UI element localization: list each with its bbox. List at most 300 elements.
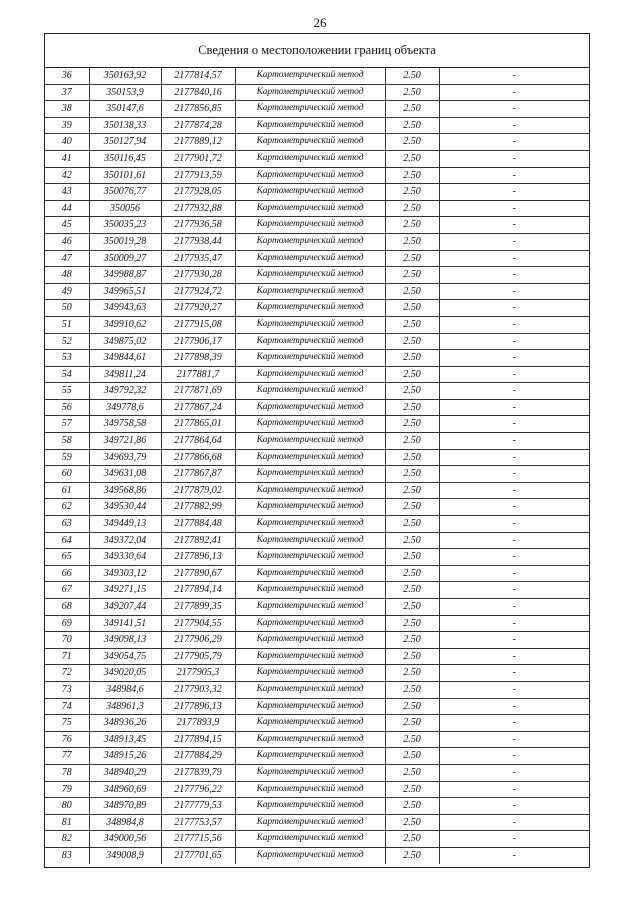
- point-number-cell: 66: [45, 565, 89, 582]
- point-number-cell: 55: [45, 383, 89, 400]
- description-cell: -: [439, 333, 589, 350]
- table-row: [45, 283, 589, 300]
- method-cell: Картометрический метод: [235, 134, 385, 151]
- table-row: [45, 831, 589, 848]
- y-coordinate-cell: 2177839,79: [161, 764, 235, 781]
- point-number-cell: 81: [45, 814, 89, 831]
- accuracy-cell: 2.50: [385, 167, 439, 184]
- method-cell: Картометрический метод: [235, 499, 385, 516]
- y-coordinate-cell: 2177893,9: [161, 715, 235, 732]
- method-cell: Картометрический метод: [235, 715, 385, 732]
- y-coordinate-cell: 2177903,32: [161, 681, 235, 698]
- table-row: [45, 134, 589, 151]
- accuracy-cell: 2.50: [385, 350, 439, 367]
- x-coordinate-cell: 348970,89: [89, 798, 161, 815]
- table-row: [45, 516, 589, 533]
- x-coordinate-cell: 348915,26: [89, 748, 161, 765]
- description-cell: -: [439, 233, 589, 250]
- method-cell: Картометрический метод: [235, 731, 385, 748]
- point-number-cell: 44: [45, 200, 89, 217]
- description-cell: -: [439, 632, 589, 649]
- y-coordinate-cell: 2177938,44: [161, 233, 235, 250]
- x-coordinate-cell: 350101,61: [89, 167, 161, 184]
- method-cell: Картометрический метод: [235, 150, 385, 167]
- description-cell: -: [439, 433, 589, 450]
- table-row: [45, 532, 589, 549]
- accuracy-cell: 2.50: [385, 300, 439, 317]
- y-coordinate-cell: 2177881,7: [161, 366, 235, 383]
- y-coordinate-cell: 2177915,08: [161, 316, 235, 333]
- table-row: [45, 167, 589, 184]
- y-coordinate-cell: 2177905,79: [161, 648, 235, 665]
- table-row: [45, 267, 589, 284]
- accuracy-cell: 2.50: [385, 383, 439, 400]
- description-cell: -: [439, 665, 589, 682]
- point-number-cell: 68: [45, 599, 89, 616]
- y-coordinate-cell: 2177928,05: [161, 184, 235, 201]
- y-coordinate-cell: 2177920,27: [161, 300, 235, 317]
- table-row: [45, 499, 589, 516]
- table-row: [45, 665, 589, 682]
- y-coordinate-cell: 2177701,65: [161, 847, 235, 863]
- point-number-cell: 38: [45, 101, 89, 118]
- method-cell: Картометрический метод: [235, 300, 385, 317]
- y-coordinate-cell: 2177924,72: [161, 283, 235, 300]
- y-coordinate-cell: 2177901,72: [161, 150, 235, 167]
- accuracy-cell: 2.50: [385, 316, 439, 333]
- description-cell: -: [439, 350, 589, 367]
- method-cell: Картометрический метод: [235, 84, 385, 101]
- point-number-cell: 80: [45, 798, 89, 815]
- y-coordinate-cell: 2177913,59: [161, 167, 235, 184]
- description-cell: -: [439, 250, 589, 267]
- y-coordinate-cell: 2177879,02: [161, 482, 235, 499]
- method-cell: Картометрический метод: [235, 184, 385, 201]
- description-cell: -: [439, 217, 589, 234]
- method-cell: Картометрический метод: [235, 117, 385, 134]
- description-cell: -: [439, 200, 589, 217]
- x-coordinate-cell: 348960,69: [89, 781, 161, 798]
- accuracy-cell: 2.50: [385, 200, 439, 217]
- table-row: [45, 184, 589, 201]
- table-row: [45, 233, 589, 250]
- table-row: [45, 681, 589, 698]
- point-number-cell: 47: [45, 250, 89, 267]
- description-cell: -: [439, 316, 589, 333]
- description-cell: -: [439, 366, 589, 383]
- method-cell: Картометрический метод: [235, 665, 385, 682]
- method-cell: Картометрический метод: [235, 101, 385, 118]
- description-cell: -: [439, 565, 589, 582]
- method-cell: Картометрический метод: [235, 167, 385, 184]
- table-row: [45, 449, 589, 466]
- description-cell: -: [439, 549, 589, 566]
- table-row: [45, 847, 589, 863]
- description-cell: -: [439, 715, 589, 732]
- point-number-cell: 82: [45, 831, 89, 848]
- x-coordinate-cell: 350138,33: [89, 117, 161, 134]
- point-number-cell: 58: [45, 433, 89, 450]
- accuracy-cell: 2.50: [385, 748, 439, 765]
- method-cell: Картометрический метод: [235, 466, 385, 483]
- y-coordinate-cell: 2177898,39: [161, 350, 235, 367]
- x-coordinate-cell: 349758,58: [89, 416, 161, 433]
- method-cell: Картометрический метод: [235, 283, 385, 300]
- table-row: [45, 599, 589, 616]
- point-number-cell: 48: [45, 267, 89, 284]
- y-coordinate-cell: 2177753,57: [161, 814, 235, 831]
- x-coordinate-cell: 349811,24: [89, 366, 161, 383]
- point-number-cell: 42: [45, 167, 89, 184]
- y-coordinate-cell: 2177936,58: [161, 217, 235, 234]
- method-cell: Картометрический метод: [235, 565, 385, 582]
- method-cell: Картометрический метод: [235, 250, 385, 267]
- x-coordinate-cell: 349631,08: [89, 466, 161, 483]
- x-coordinate-cell: 349943,63: [89, 300, 161, 317]
- point-number-cell: 61: [45, 482, 89, 499]
- x-coordinate-cell: 349965,51: [89, 283, 161, 300]
- accuracy-cell: 2.50: [385, 831, 439, 848]
- table-row: [45, 764, 589, 781]
- accuracy-cell: 2.50: [385, 632, 439, 649]
- description-cell: -: [439, 847, 589, 863]
- x-coordinate-cell: 350153,9: [89, 84, 161, 101]
- table-row: [45, 698, 589, 715]
- description-cell: -: [439, 117, 589, 134]
- x-coordinate-cell: 349721,86: [89, 433, 161, 450]
- accuracy-cell: 2.50: [385, 233, 439, 250]
- point-number-cell: 74: [45, 698, 89, 715]
- point-number-cell: 41: [45, 150, 89, 167]
- table-row: [45, 416, 589, 433]
- y-coordinate-cell: 2177884,29: [161, 748, 235, 765]
- accuracy-cell: 2.50: [385, 449, 439, 466]
- x-coordinate-cell: 350127,94: [89, 134, 161, 151]
- point-number-cell: 45: [45, 217, 89, 234]
- accuracy-cell: 2.50: [385, 68, 439, 84]
- y-coordinate-cell: 2177874,28: [161, 117, 235, 134]
- description-cell: -: [439, 599, 589, 616]
- method-cell: Картометрический метод: [235, 267, 385, 284]
- description-cell: -: [439, 516, 589, 533]
- x-coordinate-cell: 349271,15: [89, 582, 161, 599]
- description-cell: -: [439, 798, 589, 815]
- table-row: [45, 482, 589, 499]
- method-cell: Картометрический метод: [235, 781, 385, 798]
- x-coordinate-cell: 349988,87: [89, 267, 161, 284]
- table-row: [45, 582, 589, 599]
- method-cell: Картометрический метод: [235, 200, 385, 217]
- table-row: [45, 715, 589, 732]
- method-cell: Картометрический метод: [235, 831, 385, 848]
- y-coordinate-cell: 2177864,64: [161, 433, 235, 450]
- point-number-cell: 40: [45, 134, 89, 151]
- accuracy-cell: 2.50: [385, 466, 439, 483]
- accuracy-cell: 2.50: [385, 516, 439, 533]
- description-cell: -: [439, 449, 589, 466]
- y-coordinate-cell: 2177932,88: [161, 200, 235, 217]
- x-coordinate-cell: 350019,28: [89, 233, 161, 250]
- table-row: [45, 250, 589, 267]
- point-number-cell: 37: [45, 84, 89, 101]
- point-number-cell: 78: [45, 764, 89, 781]
- table-row: [45, 333, 589, 350]
- accuracy-cell: 2.50: [385, 267, 439, 284]
- table-row: [45, 316, 589, 333]
- point-number-cell: 76: [45, 731, 89, 748]
- accuracy-cell: 2.50: [385, 532, 439, 549]
- x-coordinate-cell: 349020,05: [89, 665, 161, 682]
- point-number-cell: 65: [45, 549, 89, 566]
- description-cell: -: [439, 814, 589, 831]
- table-body: [45, 68, 589, 864]
- x-coordinate-cell: 350009,27: [89, 250, 161, 267]
- y-coordinate-cell: 2177882,99: [161, 499, 235, 516]
- accuracy-cell: 2.50: [385, 798, 439, 815]
- y-coordinate-cell: 2177905,3: [161, 665, 235, 682]
- y-coordinate-cell: 2177840,16: [161, 84, 235, 101]
- x-coordinate-cell: 349008,9: [89, 847, 161, 863]
- table-row: [45, 731, 589, 748]
- accuracy-cell: 2.50: [385, 399, 439, 416]
- y-coordinate-cell: 2177935,47: [161, 250, 235, 267]
- x-coordinate-cell: 349303,12: [89, 565, 161, 582]
- method-cell: Картометрический метод: [235, 549, 385, 566]
- x-coordinate-cell: 350056: [89, 200, 161, 217]
- description-cell: -: [439, 101, 589, 118]
- accuracy-cell: 2.50: [385, 101, 439, 118]
- description-cell: -: [439, 416, 589, 433]
- description-cell: -: [439, 781, 589, 798]
- point-number-cell: 67: [45, 582, 89, 599]
- table-title: Сведения о местоположении границ объекта: [45, 34, 589, 68]
- description-cell: -: [439, 267, 589, 284]
- x-coordinate-cell: 350035,23: [89, 217, 161, 234]
- y-coordinate-cell: 2177896,13: [161, 549, 235, 566]
- method-cell: Картометрический метод: [235, 648, 385, 665]
- table-row: [45, 565, 589, 582]
- y-coordinate-cell: 2177779,53: [161, 798, 235, 815]
- method-cell: Картометрический метод: [235, 615, 385, 632]
- y-coordinate-cell: 2177865,01: [161, 416, 235, 433]
- description-cell: -: [439, 582, 589, 599]
- accuracy-cell: 2.50: [385, 814, 439, 831]
- y-coordinate-cell: 2177867,24: [161, 399, 235, 416]
- point-number-cell: 57: [45, 416, 89, 433]
- y-coordinate-cell: 2177715,56: [161, 831, 235, 848]
- table-row: [45, 117, 589, 134]
- boundary-table-frame: [44, 33, 590, 868]
- boundary-points-table: [45, 68, 589, 864]
- accuracy-cell: 2.50: [385, 416, 439, 433]
- method-cell: Картометрический метод: [235, 68, 385, 84]
- table-row: [45, 101, 589, 118]
- point-number-cell: 63: [45, 516, 89, 533]
- y-coordinate-cell: 2177867,87: [161, 466, 235, 483]
- description-cell: -: [439, 499, 589, 516]
- y-coordinate-cell: 2177871,69: [161, 383, 235, 400]
- accuracy-cell: 2.50: [385, 764, 439, 781]
- point-number-cell: 83: [45, 847, 89, 863]
- description-cell: -: [439, 300, 589, 317]
- method-cell: Картометрический метод: [235, 333, 385, 350]
- description-cell: -: [439, 150, 589, 167]
- y-coordinate-cell: 2177896,13: [161, 698, 235, 715]
- point-number-cell: 79: [45, 781, 89, 798]
- table-row: [45, 648, 589, 665]
- accuracy-cell: 2.50: [385, 698, 439, 715]
- point-number-cell: 71: [45, 648, 89, 665]
- y-coordinate-cell: 2177930,28: [161, 267, 235, 284]
- description-cell: -: [439, 184, 589, 201]
- table-row: [45, 798, 589, 815]
- x-coordinate-cell: 348940,29: [89, 764, 161, 781]
- method-cell: Картометрический метод: [235, 532, 385, 549]
- page-number: 26: [313, 15, 327, 30]
- x-coordinate-cell: 349875,02: [89, 333, 161, 350]
- method-cell: Картометрический метод: [235, 698, 385, 715]
- accuracy-cell: 2.50: [385, 117, 439, 134]
- accuracy-cell: 2.50: [385, 499, 439, 516]
- point-number-cell: 52: [45, 333, 89, 350]
- y-coordinate-cell: 2177884,48: [161, 516, 235, 533]
- description-cell: -: [439, 681, 589, 698]
- x-coordinate-cell: 349207,44: [89, 599, 161, 616]
- description-cell: -: [439, 615, 589, 632]
- x-coordinate-cell: 349372,04: [89, 532, 161, 549]
- x-coordinate-cell: 349000,56: [89, 831, 161, 848]
- accuracy-cell: 2.50: [385, 283, 439, 300]
- point-number-cell: 73: [45, 681, 89, 698]
- y-coordinate-cell: 2177906,17: [161, 333, 235, 350]
- point-number-cell: 70: [45, 632, 89, 649]
- point-number-cell: 50: [45, 300, 89, 317]
- method-cell: Картометрический метод: [235, 599, 385, 616]
- method-cell: Картометрический метод: [235, 748, 385, 765]
- description-cell: -: [439, 167, 589, 184]
- point-number-cell: 56: [45, 399, 89, 416]
- x-coordinate-cell: 349054,75: [89, 648, 161, 665]
- x-coordinate-cell: 349330,64: [89, 549, 161, 566]
- y-coordinate-cell: 2177906,29: [161, 632, 235, 649]
- point-number-cell: 53: [45, 350, 89, 367]
- point-number-cell: 60: [45, 466, 89, 483]
- method-cell: Картометрический метод: [235, 399, 385, 416]
- method-cell: Картометрический метод: [235, 798, 385, 815]
- method-cell: Картометрический метод: [235, 316, 385, 333]
- table-row: [45, 615, 589, 632]
- table-row: [45, 814, 589, 831]
- accuracy-cell: 2.50: [385, 433, 439, 450]
- y-coordinate-cell: 2177894,15: [161, 731, 235, 748]
- x-coordinate-cell: 349530,44: [89, 499, 161, 516]
- x-coordinate-cell: 349844,61: [89, 350, 161, 367]
- x-coordinate-cell: 349693,79: [89, 449, 161, 466]
- table-row: [45, 300, 589, 317]
- table-row: [45, 68, 589, 84]
- y-coordinate-cell: 2177866,68: [161, 449, 235, 466]
- method-cell: Картометрический метод: [235, 416, 385, 433]
- table-row: [45, 366, 589, 383]
- method-cell: Картометрический метод: [235, 632, 385, 649]
- x-coordinate-cell: 348936,26: [89, 715, 161, 732]
- point-number-cell: 43: [45, 184, 89, 201]
- description-cell: -: [439, 748, 589, 765]
- x-coordinate-cell: 349568,86: [89, 482, 161, 499]
- accuracy-cell: 2.50: [385, 731, 439, 748]
- accuracy-cell: 2.50: [385, 150, 439, 167]
- point-number-cell: 59: [45, 449, 89, 466]
- accuracy-cell: 2.50: [385, 681, 439, 698]
- accuracy-cell: 2.50: [385, 250, 439, 267]
- y-coordinate-cell: 2177856,85: [161, 101, 235, 118]
- description-cell: -: [439, 84, 589, 101]
- method-cell: Картометрический метод: [235, 814, 385, 831]
- method-cell: Картометрический метод: [235, 681, 385, 698]
- x-coordinate-cell: 349098,13: [89, 632, 161, 649]
- method-cell: Картометрический метод: [235, 449, 385, 466]
- method-cell: Картометрический метод: [235, 366, 385, 383]
- point-number-cell: 39: [45, 117, 89, 134]
- accuracy-cell: 2.50: [385, 665, 439, 682]
- accuracy-cell: 2.50: [385, 599, 439, 616]
- table-row: [45, 84, 589, 101]
- table-row: [45, 217, 589, 234]
- description-cell: -: [439, 399, 589, 416]
- accuracy-cell: 2.50: [385, 366, 439, 383]
- description-cell: -: [439, 831, 589, 848]
- x-coordinate-cell: 350163,92: [89, 68, 161, 84]
- accuracy-cell: 2.50: [385, 549, 439, 566]
- description-cell: -: [439, 383, 589, 400]
- method-cell: Картометрический метод: [235, 847, 385, 863]
- table-row: [45, 200, 589, 217]
- x-coordinate-cell: 349449,13: [89, 516, 161, 533]
- method-cell: Картометрический метод: [235, 233, 385, 250]
- x-coordinate-cell: 349778,6: [89, 399, 161, 416]
- x-coordinate-cell: 349792,32: [89, 383, 161, 400]
- table-row: [45, 549, 589, 566]
- table-row: [45, 150, 589, 167]
- method-cell: Картометрический метод: [235, 764, 385, 781]
- y-coordinate-cell: 2177892,41: [161, 532, 235, 549]
- method-cell: Картометрический метод: [235, 582, 385, 599]
- description-cell: -: [439, 764, 589, 781]
- method-cell: Картометрический метод: [235, 516, 385, 533]
- accuracy-cell: 2.50: [385, 84, 439, 101]
- x-coordinate-cell: 348913,45: [89, 731, 161, 748]
- point-number-cell: 77: [45, 748, 89, 765]
- point-number-cell: 75: [45, 715, 89, 732]
- description-cell: -: [439, 698, 589, 715]
- accuracy-cell: 2.50: [385, 648, 439, 665]
- table-row: [45, 433, 589, 450]
- table-row: [45, 350, 589, 367]
- table-row: [45, 383, 589, 400]
- table-row: [45, 632, 589, 649]
- y-coordinate-cell: 2177814,57: [161, 68, 235, 84]
- x-coordinate-cell: 348984,8: [89, 814, 161, 831]
- description-cell: -: [439, 466, 589, 483]
- y-coordinate-cell: 2177899,35: [161, 599, 235, 616]
- method-cell: Картометрический метод: [235, 433, 385, 450]
- description-cell: -: [439, 134, 589, 151]
- x-coordinate-cell: 349910,62: [89, 316, 161, 333]
- method-cell: Картометрический метод: [235, 482, 385, 499]
- description-cell: -: [439, 283, 589, 300]
- description-cell: -: [439, 532, 589, 549]
- accuracy-cell: 2.50: [385, 847, 439, 863]
